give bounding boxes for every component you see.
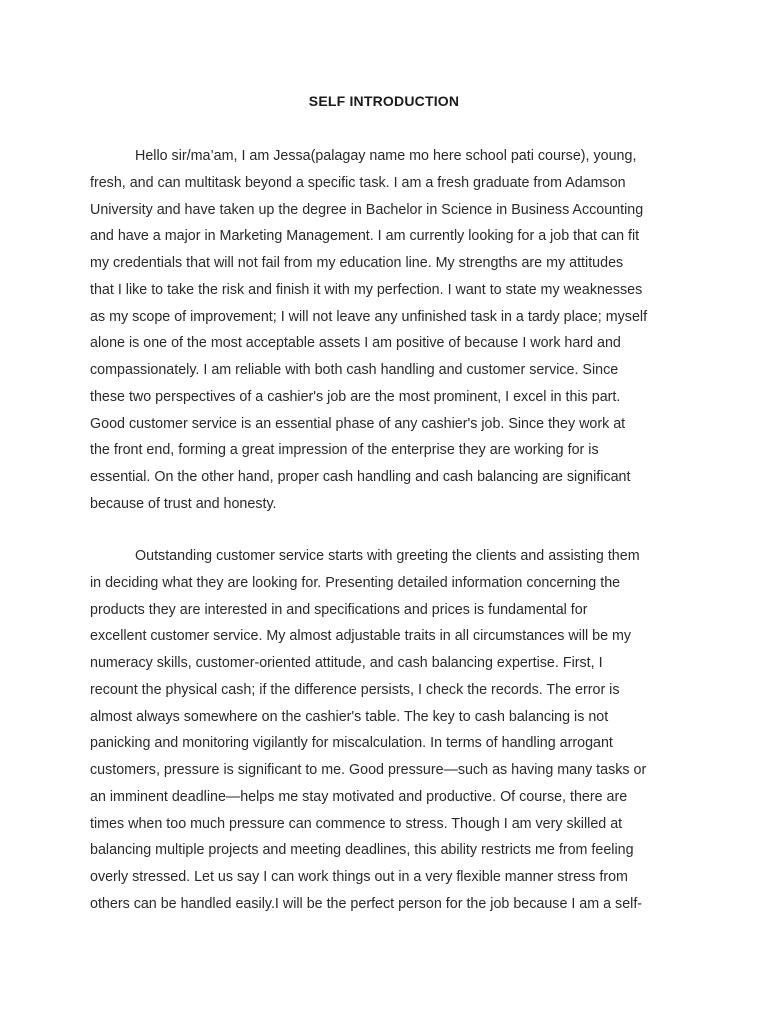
paragraph-2	[90, 543, 690, 918]
text-line: numeracy skills, customer-oriented attitude, and cash balancing expertise. First, I	[90, 655, 603, 671]
text-line: times when too much pressure can commence to stress. Though I am very skilled at	[90, 815, 623, 832]
text-line: because of trust and honesty.	[90, 495, 277, 512]
text-line: my credentials that will not fail from my education line. My strengths are my attitudes	[90, 255, 624, 271]
text-line: Outstanding customer service starts with greeting the clients and assisting them	[135, 548, 640, 564]
text-line: Hello sir/ma’am, I am Jessa(palagay name mo here school pati course), young,	[135, 148, 637, 164]
text-line: panicking and monitoring vigilantly for miscalculation. In terms of handling arrogant	[90, 735, 613, 752]
text-line: overly stressed. Let us say I can work things out in a very flexible manner stress from	[90, 869, 628, 885]
text-line: that I like to take the risk and finish it with my perfection. I want to state my weaknesses	[90, 281, 643, 298]
text-line: excellent customer service. My almost adjustable traits in all circumstances will be my	[90, 628, 632, 645]
text-line: as my scope of improvement; I will not leave any unfinished task in a tardy place; myself	[90, 308, 648, 325]
text-line: recount the physical cash; if the difference persists, I check the records. The error is	[90, 681, 620, 698]
paragraph-1	[90, 143, 690, 518]
text-line: Good customer service is an essential phase of any cashier's job. Since they work at	[90, 415, 626, 432]
text-line: customers, pressure is significant to me. Good pressure—such as having many tasks or	[90, 762, 647, 778]
text-line: almost always somewhere on the cashier's table. The key to cash balancing is not	[90, 708, 609, 725]
text-line: the front end, forming a great impression of the enterprise they are working for is	[90, 442, 599, 459]
text-line: products they are interested in and specifications and prices is fundamental for	[90, 601, 588, 618]
text-line: balancing multiple projects and meeting deadlines, this ability restricts me from feeling	[90, 842, 634, 859]
text-line: fresh, and can multitask beyond a specific task. I am a fresh graduate from Adamson	[90, 174, 626, 191]
document-title: SELF INTRODUCTION	[308, 93, 460, 109]
text-line: alone is one of the most acceptable assets I am positive of because I work hard and	[90, 335, 621, 352]
text-line: others can be handled easily.I will be the perfect person for the job because I am a self-	[90, 895, 643, 912]
text-line: essential. On the other hand, proper cash handling and cash balancing are significant	[90, 469, 631, 485]
text-line: these two perspectives of a cashier's job are the most prominent, I excel in this part.	[90, 388, 621, 405]
text-line: an imminent deadline—helps me stay motivated and productive. Of course, there are	[90, 788, 628, 805]
text-line: and have a major in Marketing Management. I am currently looking for a job that can fit	[90, 228, 640, 245]
text-line: in deciding what they are looking for. Presenting detailed information concerning the	[90, 574, 621, 591]
text-line: compassionately. I am reliable with both cash handling and customer service. Since	[90, 362, 619, 378]
text-line: University and have taken up the degree in Bachelor in Science in Business Accounting	[90, 201, 644, 218]
